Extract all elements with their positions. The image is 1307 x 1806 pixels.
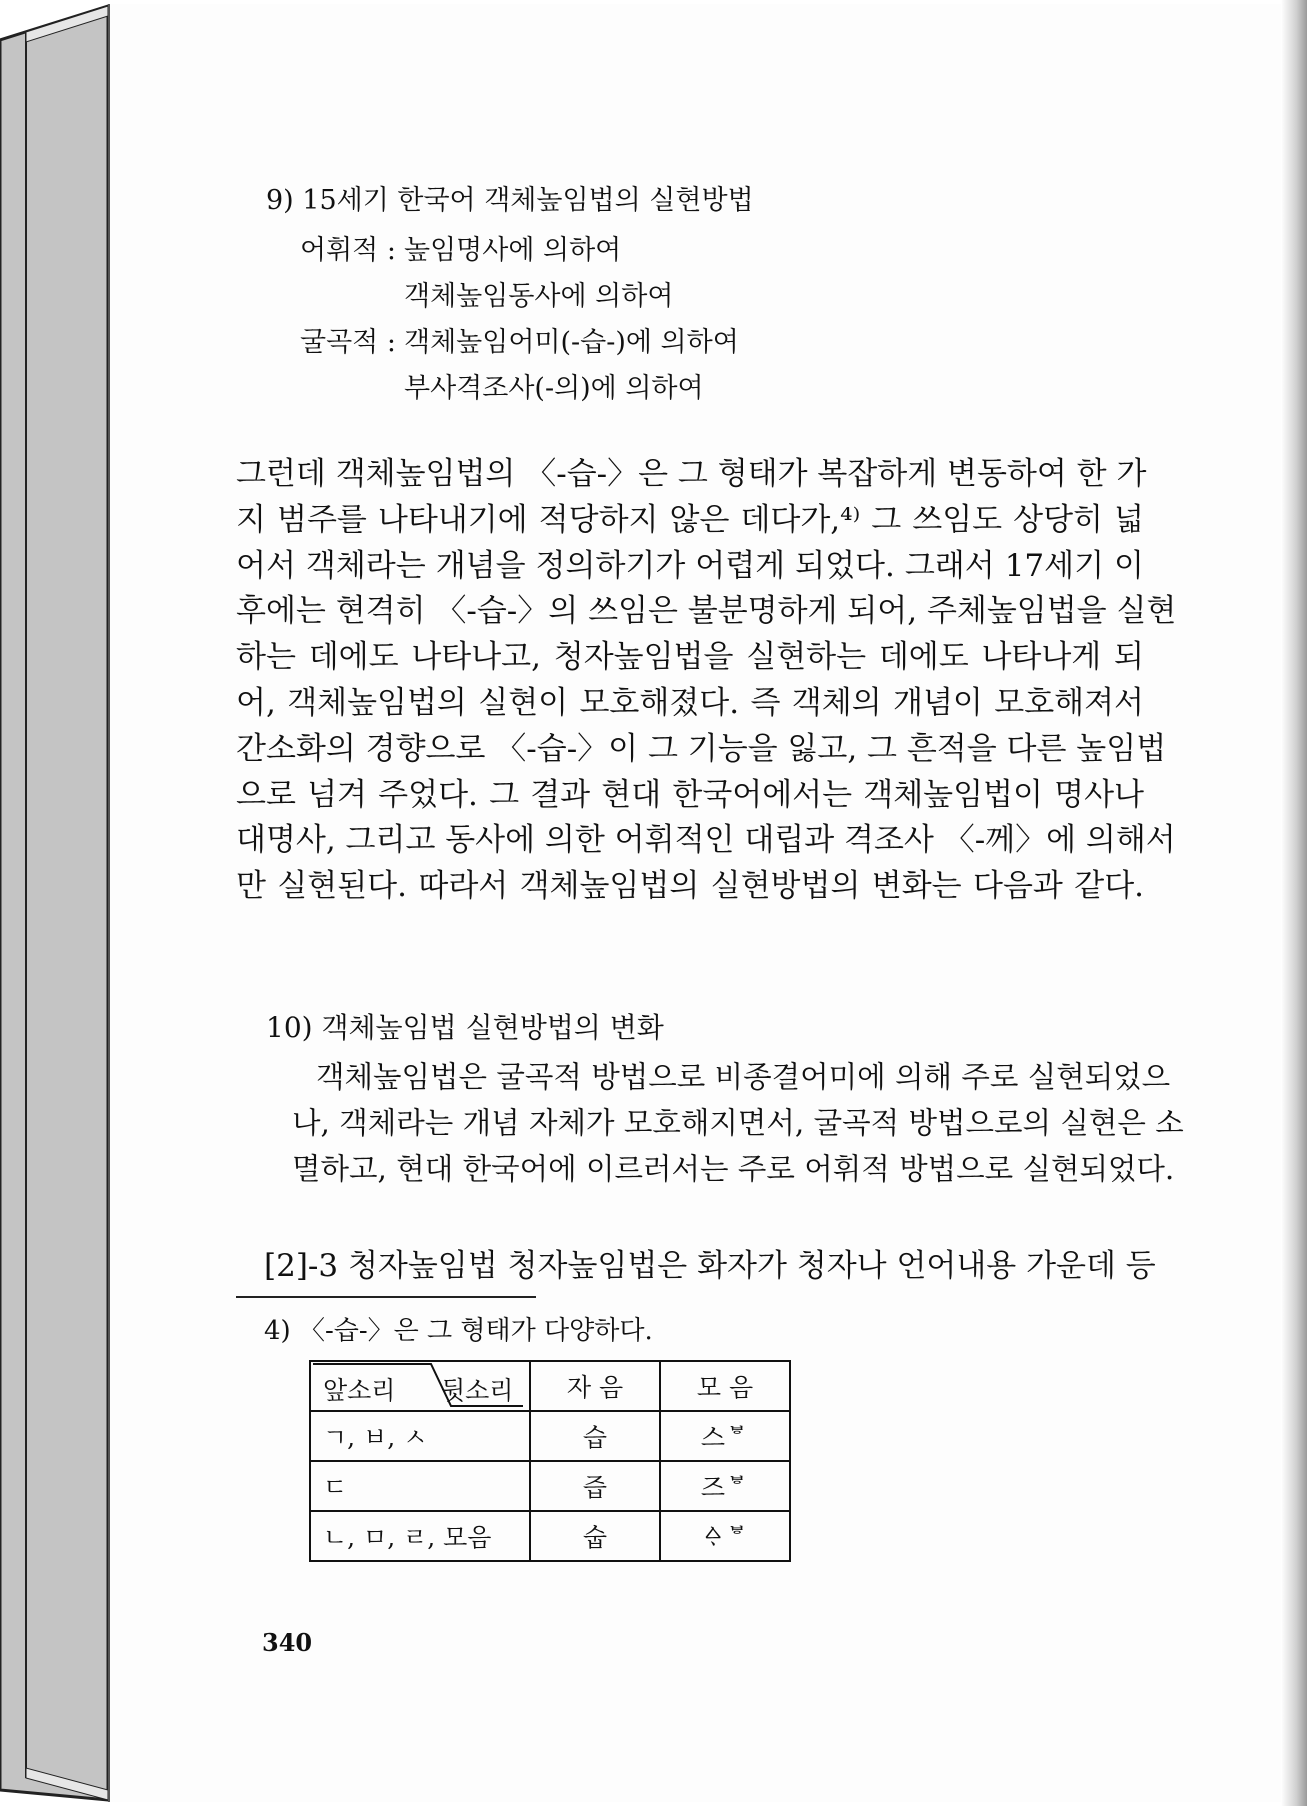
- header-left-label: 앞소리: [323, 1376, 396, 1405]
- table-header-corner: [310, 1361, 530, 1411]
- paragraph-line: 대명사, 그리고 동사에 의한 어휘적인 대립과 격조사 〈-께〉에 의해서: [236, 822, 1176, 859]
- table-header-cell: 모 음: [660, 1361, 790, 1411]
- paragraph-line: 객체높임법은 굴곡적 방법으로 비종결어미에 의해 주로 실현되었으: [316, 1060, 1171, 1094]
- table-cell: ㄷ: [310, 1461, 530, 1511]
- table-cell: 즈ᄫ: [660, 1461, 790, 1511]
- table-cell: 습: [530, 1411, 660, 1461]
- paragraph-line: 나, 객체라는 개념 자체가 모호해지면서, 굴곡적 방법으로의 실현은 소: [292, 1106, 1184, 1140]
- paragraph-line: 간소화의 경향으로 〈-습-〉이 그 기능을 잃고, 그 흔적을 다른 높임법: [236, 730, 1167, 767]
- form-table: [309, 1360, 791, 1562]
- table-cell: ㄴ, ㅁ, ㄹ, 모음: [310, 1511, 530, 1561]
- footnote-divider: [236, 1296, 536, 1298]
- header-right-label: 뒷소리: [441, 1376, 514, 1405]
- method-label-lexical: 어휘적 :: [300, 235, 396, 266]
- paragraph-line: 지 범주를 나타내기에 적당하지 않은 데다가,⁴⁾ 그 쓰임도 상당히 넓: [236, 501, 1144, 538]
- section-heading-line: [2]-3 청자높임법 청자높임법은 화자가 청자나 언어내용 가운데 등: [264, 1248, 1156, 1284]
- heading-10: 10) 객체높임법 실현방법의 변화: [266, 1011, 664, 1044]
- table-header-row: [310, 1361, 790, 1411]
- paragraph-line: 하는 데에도 나타나고, 청자높임법을 실현하는 데에도 나타나게 되: [236, 639, 1144, 676]
- book-spine: [0, 0, 110, 1806]
- method-item: 객체높임어미(-습-)에 의하여: [404, 327, 739, 358]
- paragraph-line: 멸하고, 현대 한국어에 이르러서는 주로 어휘적 방법으로 실현되었다.: [292, 1152, 1175, 1186]
- paragraph-line: 만 실현된다. 따라서 객체높임법의 실현방법의 변화는 다음과 같다.: [236, 868, 1144, 905]
- table-cell: 즙: [530, 1461, 660, 1511]
- method-item: 부사격조사(-의)에 의하여: [404, 373, 704, 404]
- method-item: 객체높임동사에 의하여: [404, 281, 674, 312]
- table-row: [310, 1461, 790, 1511]
- page-number: 340: [262, 1628, 313, 1657]
- paragraph-line: 어서 객체라는 개념을 정의하기가 어렵게 되었다. 그래서 17세기 이: [236, 547, 1144, 584]
- paragraph-line: 그런데 객체높임법의 〈-습-〉은 그 형태가 복잡하게 변동하여 한 가: [236, 456, 1147, 492]
- paragraph-line: 후에는 현격히 〈-습-〉의 쓰임은 불분명하게 되어, 주체높임법을 실현: [236, 593, 1177, 630]
- paragraph-line: 어, 객체높임법의 실현이 모호해졌다. 즉 객체의 개념이 모호해져서: [236, 684, 1144, 721]
- paragraph-line: 으로 넘겨 주었다. 그 결과 현대 한국어에서는 객체높임법이 명사나: [236, 776, 1144, 813]
- table-header-cell: 자 음: [530, 1361, 660, 1411]
- table-row: [310, 1411, 790, 1461]
- page-edge-shadow: [1281, 0, 1307, 1806]
- footnote: 4) 〈-습-〉은 그 형태가 다양하다.: [264, 1316, 653, 1346]
- method-item: 높임명사에 의하여: [404, 235, 622, 266]
- table-row: [310, 1511, 790, 1561]
- main-paragraph: [236, 452, 1177, 910]
- table-cell: ᅀᆞᄫ: [660, 1511, 790, 1561]
- table-cell: ㄱ, ㅂ, ㅅ: [310, 1411, 530, 1461]
- heading-9: 9) 15세기 한국어 객체높임법의 실현방법: [266, 185, 754, 216]
- table-cell: 스ᄫ: [660, 1411, 790, 1461]
- table-cell: 숩: [530, 1511, 660, 1561]
- method-label-inflectional: 굴곡적 :: [300, 327, 396, 358]
